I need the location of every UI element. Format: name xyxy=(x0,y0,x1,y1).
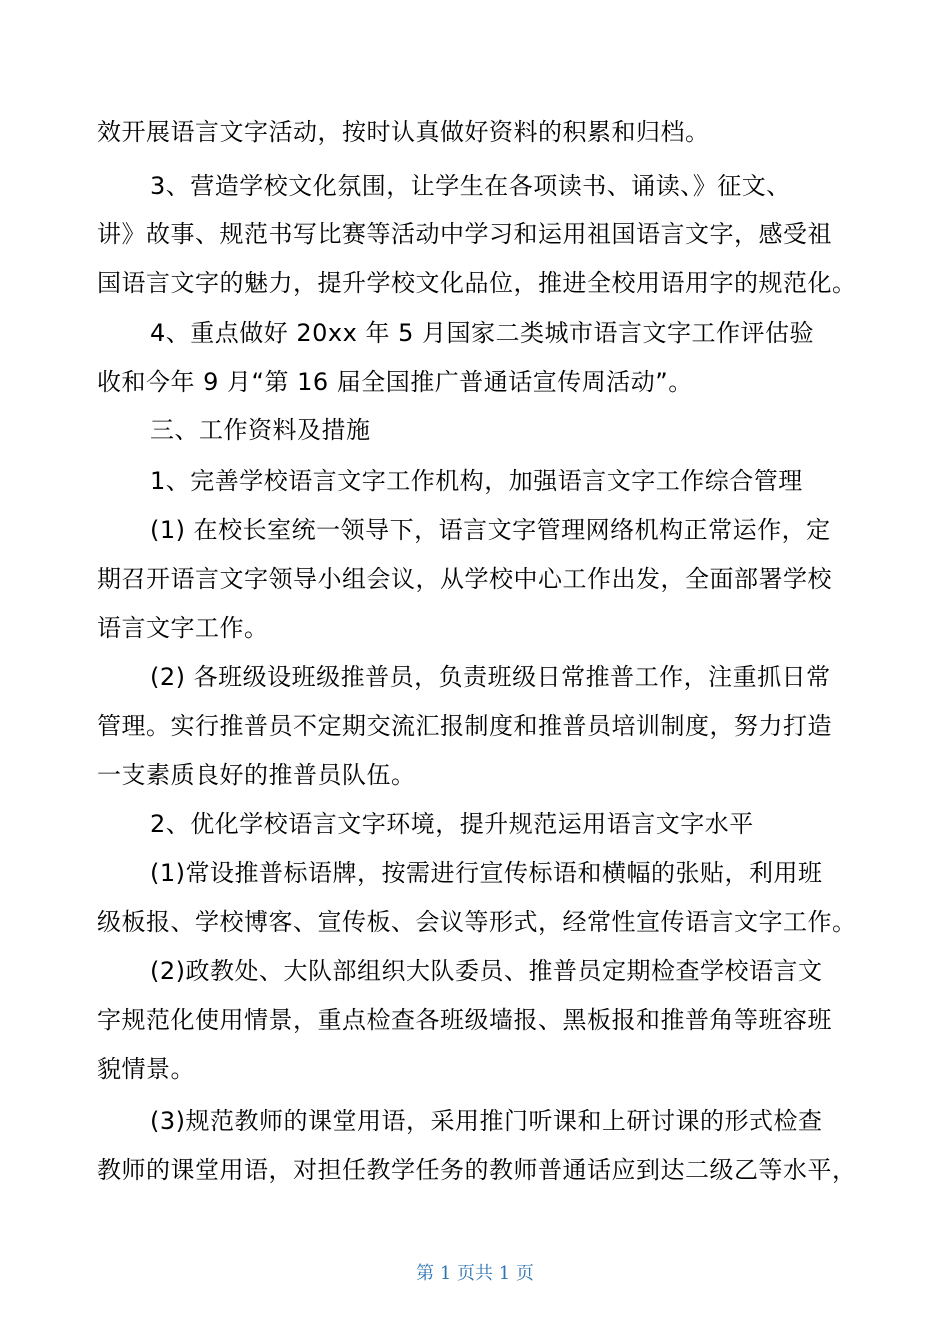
text-line-8: 1、完善学校语言文字工作机构，加强语言文字工作综合管理 xyxy=(150,467,803,495)
text-line-3: 讲》故事、规范书写比赛等活动中学习和运用祖国语言文字，感受祖 xyxy=(97,220,832,248)
text-line-17: 级板报、学校博客、宣传板、会议等形式，经常性宣传语言文字工作。 xyxy=(97,908,857,936)
text-line-21: (3)规范教师的课堂用语，采用推门听课和上研讨课的形式检查 xyxy=(150,1107,823,1135)
text-line-14: 一支素质良好的推普员队伍。 xyxy=(97,761,416,789)
text-line-5: 4、重点做好 20xx 年 5 月国家二类城市语言文字工作评估验 xyxy=(150,319,814,347)
section-heading-3: 三、工作资料及措施 xyxy=(150,416,371,444)
text-line-12: (2) 各班级设班级推普员，负责班级日常推普工作，注重抓日常 xyxy=(150,663,831,691)
text-line-1: 效开展语言文字活动，按时认真做好资料的积累和归档。 xyxy=(97,118,710,146)
page-number-footer: 第 1 页共 1 页 xyxy=(416,1263,534,1284)
text-line-11: 语言文字工作。 xyxy=(97,614,269,642)
text-line-10: 期召开语言文字领导小组会议，从学校中心工作出发，全面部署学校 xyxy=(97,565,832,593)
text-line-4: 国语言文字的魅力，提升学校文化品位，推进全校用语用字的规范化。 xyxy=(97,269,857,297)
text-line-13: 管理。实行推普员不定期交流汇报制度和推普员培训制度，努力打造 xyxy=(97,712,832,740)
text-line-22: 教师的课堂用语，对担任教学任务的教师普通话应到达二级乙等水平， xyxy=(97,1156,857,1184)
text-line-16: (1)常设推普标语牌，按需进行宣传标语和横幅的张贴，利用班 xyxy=(150,859,823,887)
text-line-9: (1) 在校长室统一领导下，语言文字管理网络机构正常运作，定 xyxy=(150,516,831,544)
text-line-19: 字规范化使用情景，重点检查各班级墙报、黑板报和推普角等班容班 xyxy=(97,1006,832,1034)
text-line-6: 收和今年 9 月“第 16 届全国推广普通话宣传周活动”。 xyxy=(97,368,693,396)
text-line-18: (2)政教处、大队部组织大队委员、推普员定期检查学校语言文 xyxy=(150,957,823,985)
text-line-15: 2、优化学校语言文字环境，提升规范运用语言文字水平 xyxy=(150,810,754,838)
text-line-20: 貌情景。 xyxy=(97,1055,195,1083)
text-line-2: 3、营造学校文化氛围，让学生在各项读书、诵读、》征文、 xyxy=(150,172,791,200)
